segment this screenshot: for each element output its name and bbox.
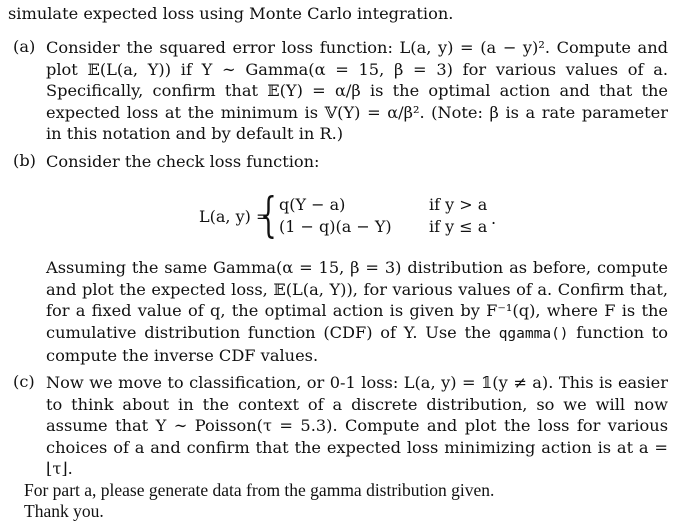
equation-row1-cond: if y > a (429, 195, 488, 214)
part-a-text: Consider the squared error loss function: L(a, y) = (a − y)². Compute and plot 𝔼(L(a, Y)) if Y ∼ Gamma(α = 15, β = 3) for various values of a. Specifically, confirm that 𝔼(Y) = α/β is the optimal action and that the expected loss at the minimum is 𝕍(Y) = α/β². (Note: β is a rate parameter in this notation and by default in R.) (46, 38, 668, 144)
qgamma-code: qgamma() (498, 325, 569, 342)
part-b-body (13, 257, 668, 367)
part-b-text-end: function to compute the inverse CDF values. (46, 322, 668, 366)
part-b-text (46, 257, 668, 367)
part-b-text-start: Assuming the same Gamma(α = 15, β = 3) distribution as before, compute and plot the expected loss, 𝔼(L(a, Y)), for various values of a. Confirm that, for a fixed value of q, the optimal action is given by F⁻¹(q), where F is the cumulative distribution function (CDF) of Y. Use the (46, 258, 668, 342)
footer-line-1: For part a, please generate data from the gamma distribution given. (24, 480, 495, 500)
footer-note (24, 480, 494, 522)
part-a (13, 37, 668, 145)
part-c-text: Now we move to classification, or 0-1 loss: L(a, y) = 𝟙(y ≠ a). This is easier to think about in the context of a discrete distribution, so we will now assume that Y ∼ Poisson(τ = 5.3). Compute and plot the loss for various choices of a and confirm that the expected loss minimizing action is at a = ⌊τ⌋. (46, 373, 668, 479)
part-b-intro: Consider the check loss function: (46, 152, 320, 171)
part-b-label: (b) (13, 151, 36, 170)
footer-line-2: Thank you. (24, 501, 104, 521)
part-a-label: (a) (13, 37, 36, 56)
equation-row1-expr: q(Y − a) (279, 195, 346, 214)
equation-row2-cond: if y ≤ a (429, 217, 488, 236)
equation-lhs: L(a, y) = (199, 207, 270, 226)
part-c (13, 372, 668, 480)
intro-line: simulate expected loss using Monte Carlo integration. (8, 4, 454, 23)
equation-row2-expr: (1 − q)(a − Y) (279, 217, 392, 236)
part-c-label: (c) (13, 372, 35, 391)
equation-brace: { (260, 187, 277, 243)
equation-period: . (491, 209, 497, 228)
check-loss-equation (199, 187, 519, 247)
part-b (13, 151, 668, 173)
